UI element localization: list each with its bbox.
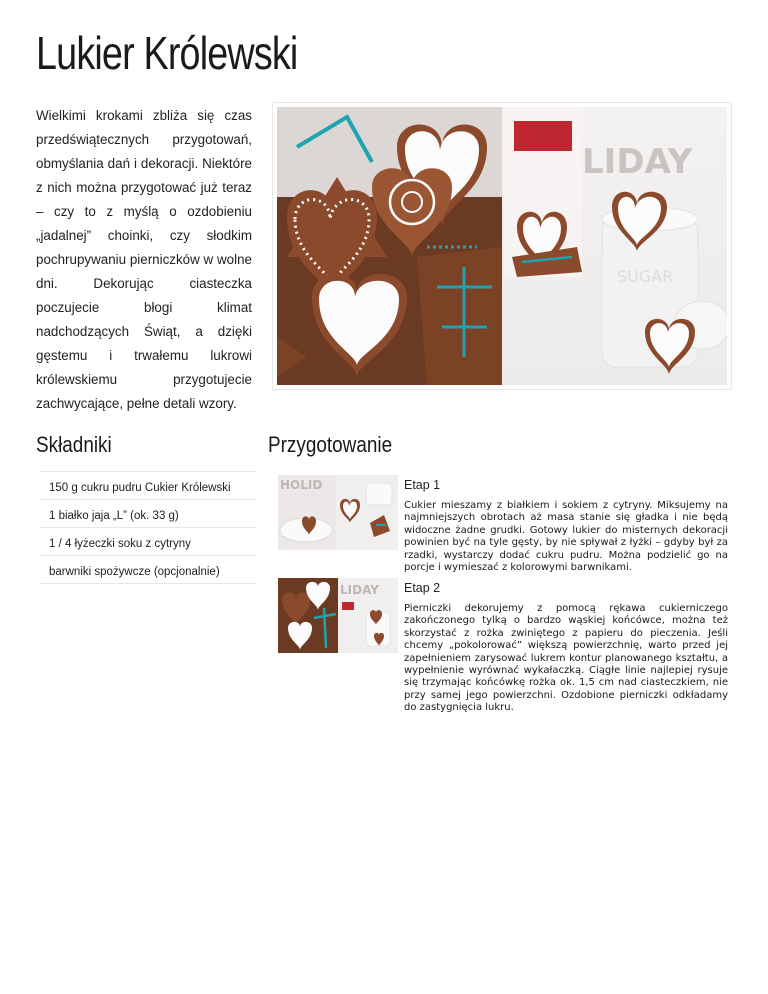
step-2-photo xyxy=(278,578,398,653)
recipe-title: Lukier Królewski xyxy=(36,27,298,79)
step-2-label: Etap 2 xyxy=(404,581,441,595)
ingredient-item: 1 / 4 łyżeczki soku z cytryny xyxy=(40,528,256,556)
ingredient-item: barwniki spożywcze (opcjonalnie) xyxy=(40,556,256,584)
recipe-intro: Wielkimi krokami zbliża się czas przedświątecznych przygotowań, obmyślania dań i dekoracji. Niektóre z nich można przygotować już teraz – czy to z myślą o ozdobieniu „jadalnej” choinki, czy słodkim pochrupywaniu pierniczków w wolne dni. Dekorując ciasteczka poczujecie błogi klimat nadchodzących Świąt, a dzięki gęstemu i trwałemu lukrowi królewskiemu przygotujecie zachwycające, pełne detali wzory. xyxy=(36,108,252,411)
ingredient-item: 150 g cukru pudru Cukier Królewski xyxy=(40,472,256,500)
step-1-text: Cukier mieszamy z białkiem i sokiem z cytryny. Miksujemy na najmniejszych obrotach aż masa stanie się gładka i nie będą widoczne żadne grudki. Gotowy lukier do misternych dekoracji powinien być na tyle gęsty, by nie spływał z łyżki – gdyby był za rzadki, wystarczy dodać cukru pudru. Można podzielić go na porcje i wymieszać z kolorowymi barwnikami. xyxy=(404,500,728,574)
ingredients-heading: Składniki xyxy=(36,432,112,457)
step-2-text: Pierniczki dekorujemy z pomocą rękawa cukierniczego zakończonego tylką o bardzo wąskiej końcówce, można też skorzystać z rożka zwiniętego z papieru do pieczenia. Jeśli chcemy „pokolorować” większą powierzchnię, warto przed jej zapełnieniem zarysować lukrem kontur planowanego kształtu, a wypełnienie wyrównać wykałaczką. Ciągłe linie najlepiej rysuje się trzymając końcówkę rożka ok. 1,5 cm nad ciasteczkiem, nie przy samej jego powierzchni. Ozdobione pierniczki odkładamy do zastygnięcia lukru. xyxy=(404,603,728,714)
preparation-heading: Przygotowanie xyxy=(268,432,393,457)
jar-lettering: SUGAR xyxy=(617,267,674,286)
package-lettering: LIDAY xyxy=(582,142,693,182)
svg-text:HOLID: HOLID xyxy=(280,478,323,492)
step-1-photo xyxy=(278,475,398,550)
ingredient-item: 1 białko jaja „L” (ok. 33 g) xyxy=(40,500,256,528)
step-1-label: Etap 1 xyxy=(404,478,441,492)
hero-photo xyxy=(272,102,732,390)
svg-text:LIDAY: LIDAY xyxy=(340,583,379,597)
ingredients-list xyxy=(40,471,256,584)
hero-photo-image xyxy=(277,107,727,385)
